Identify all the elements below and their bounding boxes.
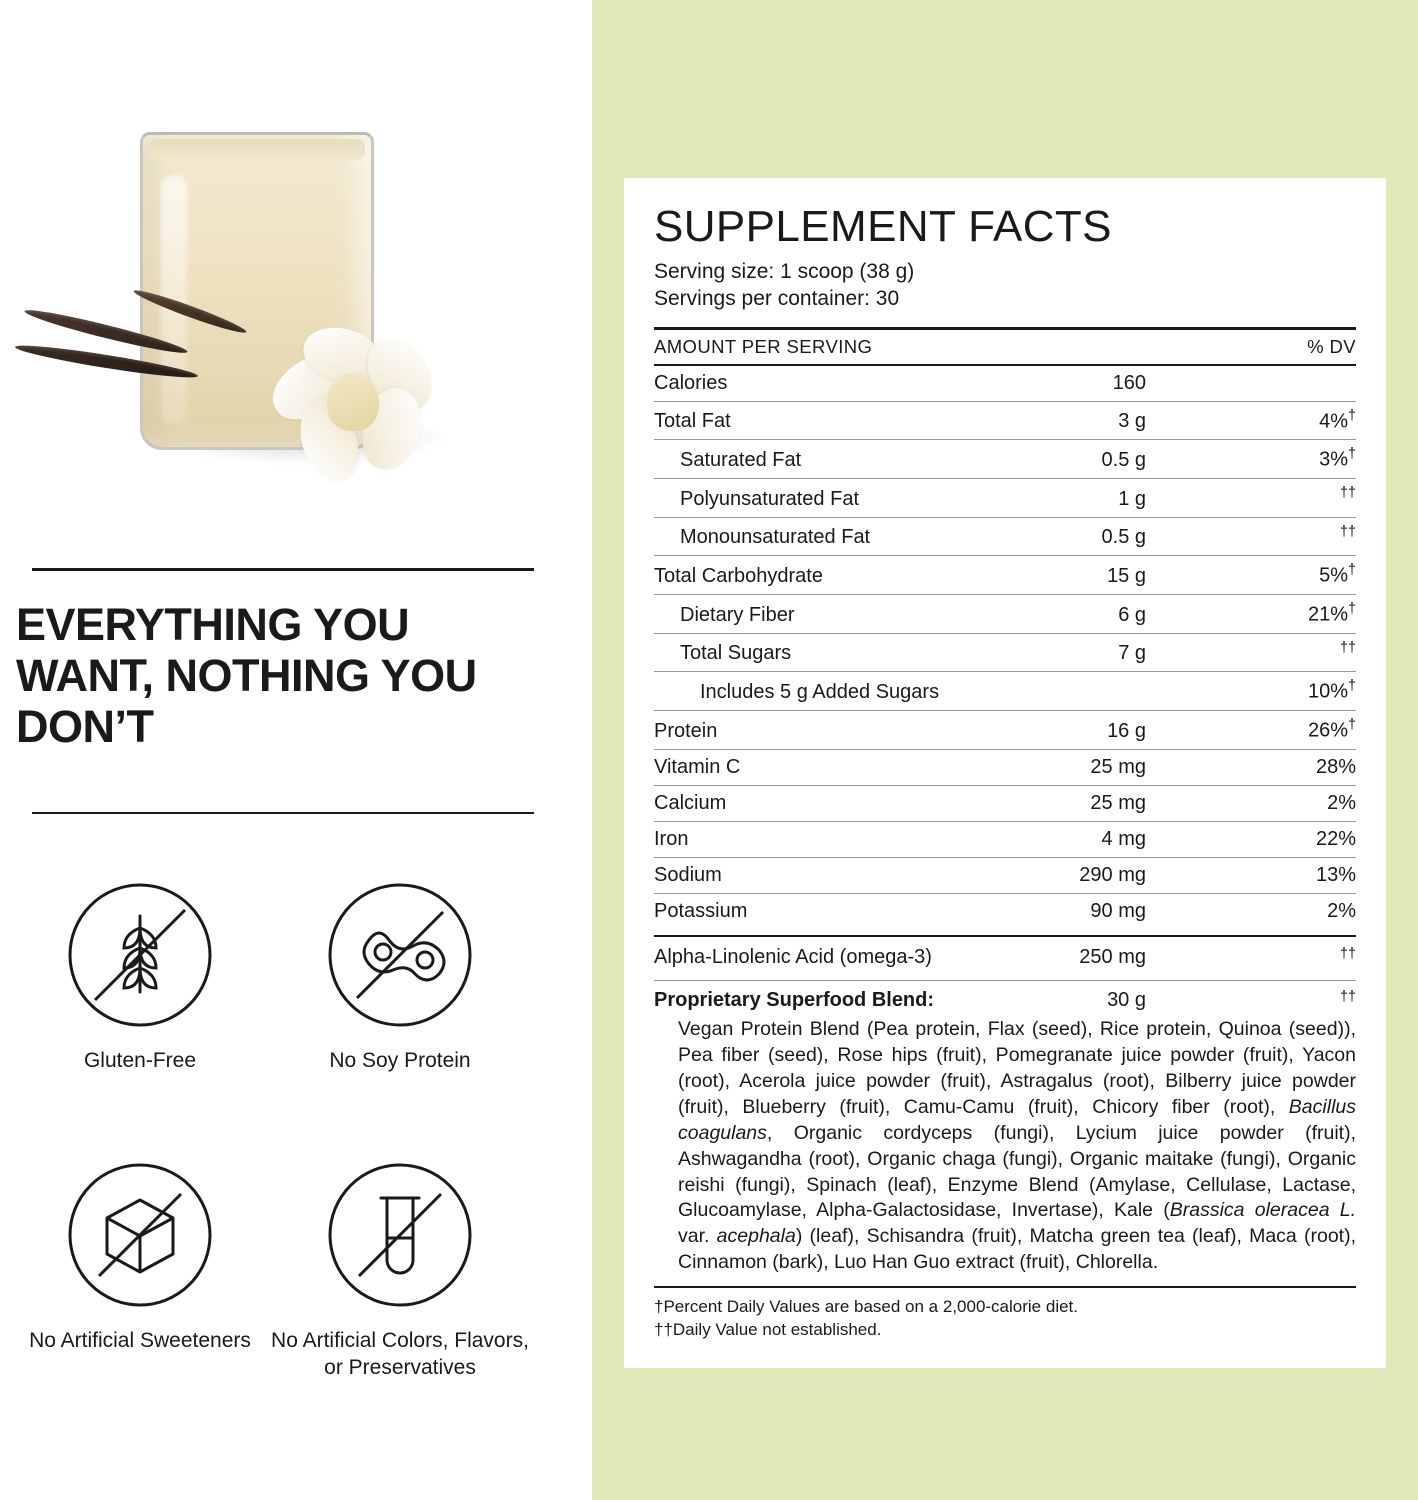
badge-label: Gluten-Free bbox=[83, 1049, 197, 1072]
badge-gluten-free bbox=[10, 880, 270, 1074]
badge-no-soy-protein bbox=[270, 880, 530, 1074]
footnote-not-established: ††Daily Value not established. bbox=[654, 1320, 882, 1340]
badge-label: No Artificial Colors, Flavors, or Preservatives bbox=[271, 1329, 529, 1379]
table-row: Monounsaturated Fat 0.5 g †† bbox=[654, 517, 1356, 556]
table-row: Potassium 90 mg 2% bbox=[654, 899, 1356, 922]
serving-size: Serving size: 1 scoop (38 g) bbox=[654, 260, 915, 284]
hero-product-image bbox=[10, 110, 470, 510]
servings-per-container: Servings per container: 30 bbox=[654, 287, 900, 311]
table-row: Total Sugars 7 g †† bbox=[654, 633, 1356, 672]
badge-no-artificial-sweeteners bbox=[10, 1160, 270, 1381]
test-tube-crossed-out-icon bbox=[325, 1160, 475, 1310]
amount-per-serving-header: AMOUNT PER SERVING bbox=[654, 330, 1066, 365]
table-row: Includes 5 g Added Sugars 10%† bbox=[654, 672, 1356, 711]
dv-header: % DV bbox=[1236, 330, 1356, 365]
supplement-facts-card bbox=[624, 178, 1386, 1368]
soybean-crossed-out-icon bbox=[325, 880, 475, 1030]
omega-row: Alpha-Linolenic Acid (omega-3) 250 mg †† bbox=[654, 945, 1356, 968]
table-row: Saturated Fat 0.5 g 3%† bbox=[654, 440, 1356, 479]
badge-no-artificial-colors bbox=[270, 1160, 530, 1381]
table-row: Vitamin C 25 mg 28% bbox=[654, 749, 1356, 785]
footnote-daily-value: †Percent Daily Values are based on a 2,000-calorie diet. bbox=[654, 1297, 1078, 1317]
footnotes bbox=[654, 1288, 1356, 1342]
badge-label: No Soy Protein bbox=[329, 1049, 471, 1072]
divider-top bbox=[32, 568, 534, 571]
proprietary-blend-header: Proprietary Superfood Blend: 30 g †† bbox=[654, 989, 1356, 1012]
table-row: Calories 160 bbox=[654, 365, 1356, 402]
table-row: Iron 4 mg 22% bbox=[654, 821, 1356, 857]
table-row: Calcium 25 mg 2% bbox=[654, 785, 1356, 821]
vanilla-flower-icon bbox=[265, 325, 455, 490]
table-row: Sodium 290 mg 13% bbox=[654, 857, 1356, 893]
claims-badge-grid bbox=[10, 880, 530, 1381]
headline-text: EVERYTHING YOU WANT, NOTHING YOU DON’T bbox=[16, 599, 477, 752]
nutrition-table bbox=[654, 330, 1356, 929]
ingredients-list: Vegan Protein Blend (Pea protein, Flax (seed), Rice protein, Quinoa (seed)), Pea fiber (seed), Rose hips (fruit), Pomegranate juice powder (fruit), Yacon (root), Acerola juice powder (fruit), Astragalus (root), Bilberry juice powder (fruit), Blueberry (fruit), Camu-Camu (fruit), Chicory fiber (root), Bacillus coagulans, Organic cordyceps (fungi), Lycium juice powder (fruit), Ashwagandha (root), Organic chaga (fungi), Organic maitake (fungi), Organic reishi (fungi), Spinach (leaf), Enzyme Blend (Amylase, Cellulase, Lactase, Glucoamylase, Alpha-Galactosidase, Invertase), Kale (Brassica oleracea L. var. acephala) (leaf), Schisandra (fruit), Matcha green tea (leaf), Maca (root), Cinnamon (bark), Luo Han Guo extract (fruit), Chlorella. bbox=[678, 1018, 1357, 1274]
sugar-cube-crossed-out-icon bbox=[65, 1160, 215, 1310]
table-row: Protein 16 g 26%† bbox=[654, 711, 1356, 750]
table-header-row bbox=[654, 330, 1356, 365]
wheat-crossed-out-icon bbox=[65, 880, 215, 1030]
left-marketing-panel bbox=[0, 0, 592, 1500]
right-facts-panel bbox=[592, 0, 1418, 1500]
table-row: Total Fat 3 g 4%† bbox=[654, 401, 1356, 440]
divider-bottom bbox=[32, 812, 534, 814]
badge-label: No Artificial Sweeteners bbox=[29, 1329, 251, 1353]
facts-title: SUPPLEMENT FACTS bbox=[654, 202, 1112, 251]
table-row: Dietary Fiber 6 g 21%† bbox=[654, 595, 1356, 634]
table-row: Total Carbohydrate 15 g 5%† bbox=[654, 556, 1356, 595]
table-row: Polyunsaturated Fat 1 g †† bbox=[654, 479, 1356, 518]
